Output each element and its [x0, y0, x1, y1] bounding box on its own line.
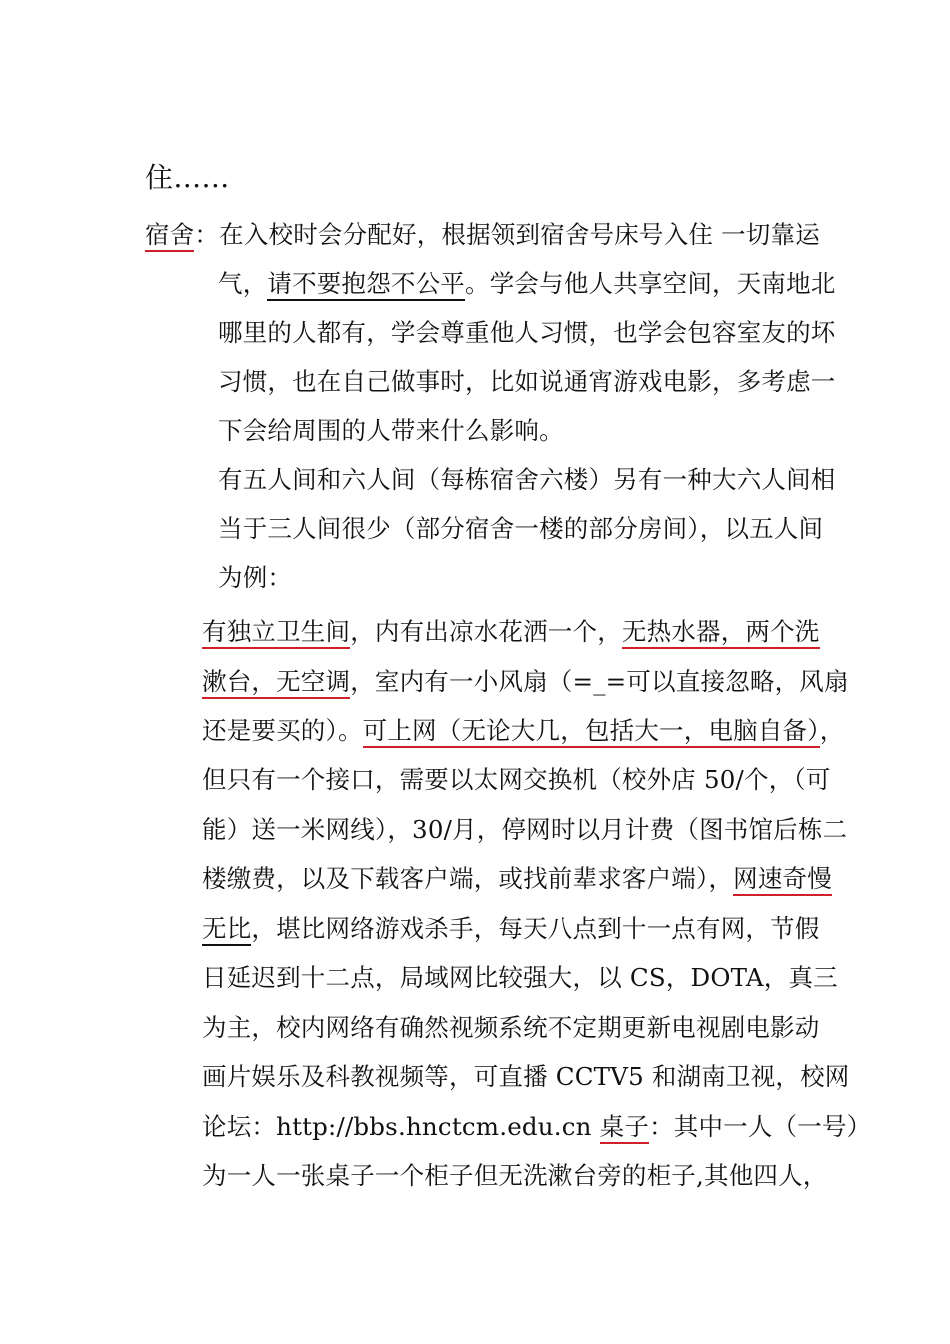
paragraph-line [202, 864, 832, 894]
paragraph-line [202, 914, 820, 944]
paragraph-line: 哪里的人都有，学会尊重他人习惯，也学会包容室友的坏 [218, 318, 836, 347]
paragraph-line [218, 269, 836, 299]
line-text: ，堪比网络游戏杀手，每天八点到十一点有网，节假 [251, 914, 820, 943]
line-text: 。学会与他人共享空间，天南地北 [465, 269, 836, 298]
paragraph-line [202, 617, 820, 647]
underlined-term-dorm: 宿舍 [145, 220, 194, 252]
line-text: ， [819, 716, 845, 745]
underlined-term-desk: 桌子 [600, 1112, 649, 1144]
paragraph-line [202, 667, 849, 697]
paragraph-line [202, 716, 844, 746]
line-text: 还是要买的）。 [202, 716, 363, 745]
paragraph-line: 能）送一米网线），30/月，停网时以月计费（图书馆后栋二 [202, 815, 848, 844]
underlined-phrase: 无热水器，两个洗 [622, 617, 820, 649]
line-text: ：在入校时会分配好，根据领到宿舍号床号入住 一切靠运 [194, 220, 820, 249]
underlined-phrase: 请不要抱怨不公平 [267, 269, 465, 301]
paragraph-line: 日延迟到十二点，局域网比较强大，以 CS，DOTA，真三 [202, 963, 838, 992]
paragraph-line: 为例： [218, 563, 293, 592]
underlined-phrase: 漱台，无空调 [202, 667, 350, 699]
paragraph-line: 为一人一张桌子一个柜子但无洗漱台旁的柜子,其他四人， [202, 1161, 828, 1190]
line-text: 气， [218, 269, 268, 298]
line-text: ，内有出凉水花洒一个， [350, 617, 622, 646]
paragraph-line: 有五人间和六人间（每栋宿舍六楼）另有一种大六人间相 [218, 465, 836, 494]
line-text: 楼缴费，以及下载客户端，或找前辈求客户端）， [202, 864, 734, 893]
paragraph-line: 习惯，也在自己做事时，比如说通宵游戏电影，多考虑一 [218, 367, 836, 396]
forum-url-text: 论坛：http://bbs.hnctcm.edu.cn [202, 1112, 600, 1141]
paragraph-line: 画片娱乐及科教视频等，可直播 CCTV5 和湖南卫视，校网 [202, 1062, 850, 1091]
paragraph-line: 当于三人间很少（部分宿舍一楼的部分房间），以五人间 [218, 514, 824, 543]
paragraph-line: 但只有一个接口，需要以太网交换机（校外店 50/个，（可 [202, 765, 831, 794]
paragraph-line [145, 220, 820, 250]
line-text: ，室内有一小风扇（=_=可以直接忽略，风扇 [350, 667, 849, 696]
underlined-phrase: 有独立卫生间 [202, 617, 350, 649]
paragraph-line: 下会给周围的人带来什么影响。 [218, 416, 564, 445]
underlined-phrase: 网速奇慢 [733, 864, 832, 896]
underlined-phrase: 无比 [202, 914, 251, 946]
line-text: ：其中一人（一号） [649, 1112, 872, 1141]
paragraph-line: 为主，校内网络有确然视频系统不定期更新电视剧电影动 [202, 1013, 820, 1042]
section-heading: 住…… [145, 161, 230, 194]
underlined-phrase: 可上网（无论大几，包括大一，电脑自备） [363, 716, 820, 748]
paragraph-line [202, 1112, 871, 1142]
